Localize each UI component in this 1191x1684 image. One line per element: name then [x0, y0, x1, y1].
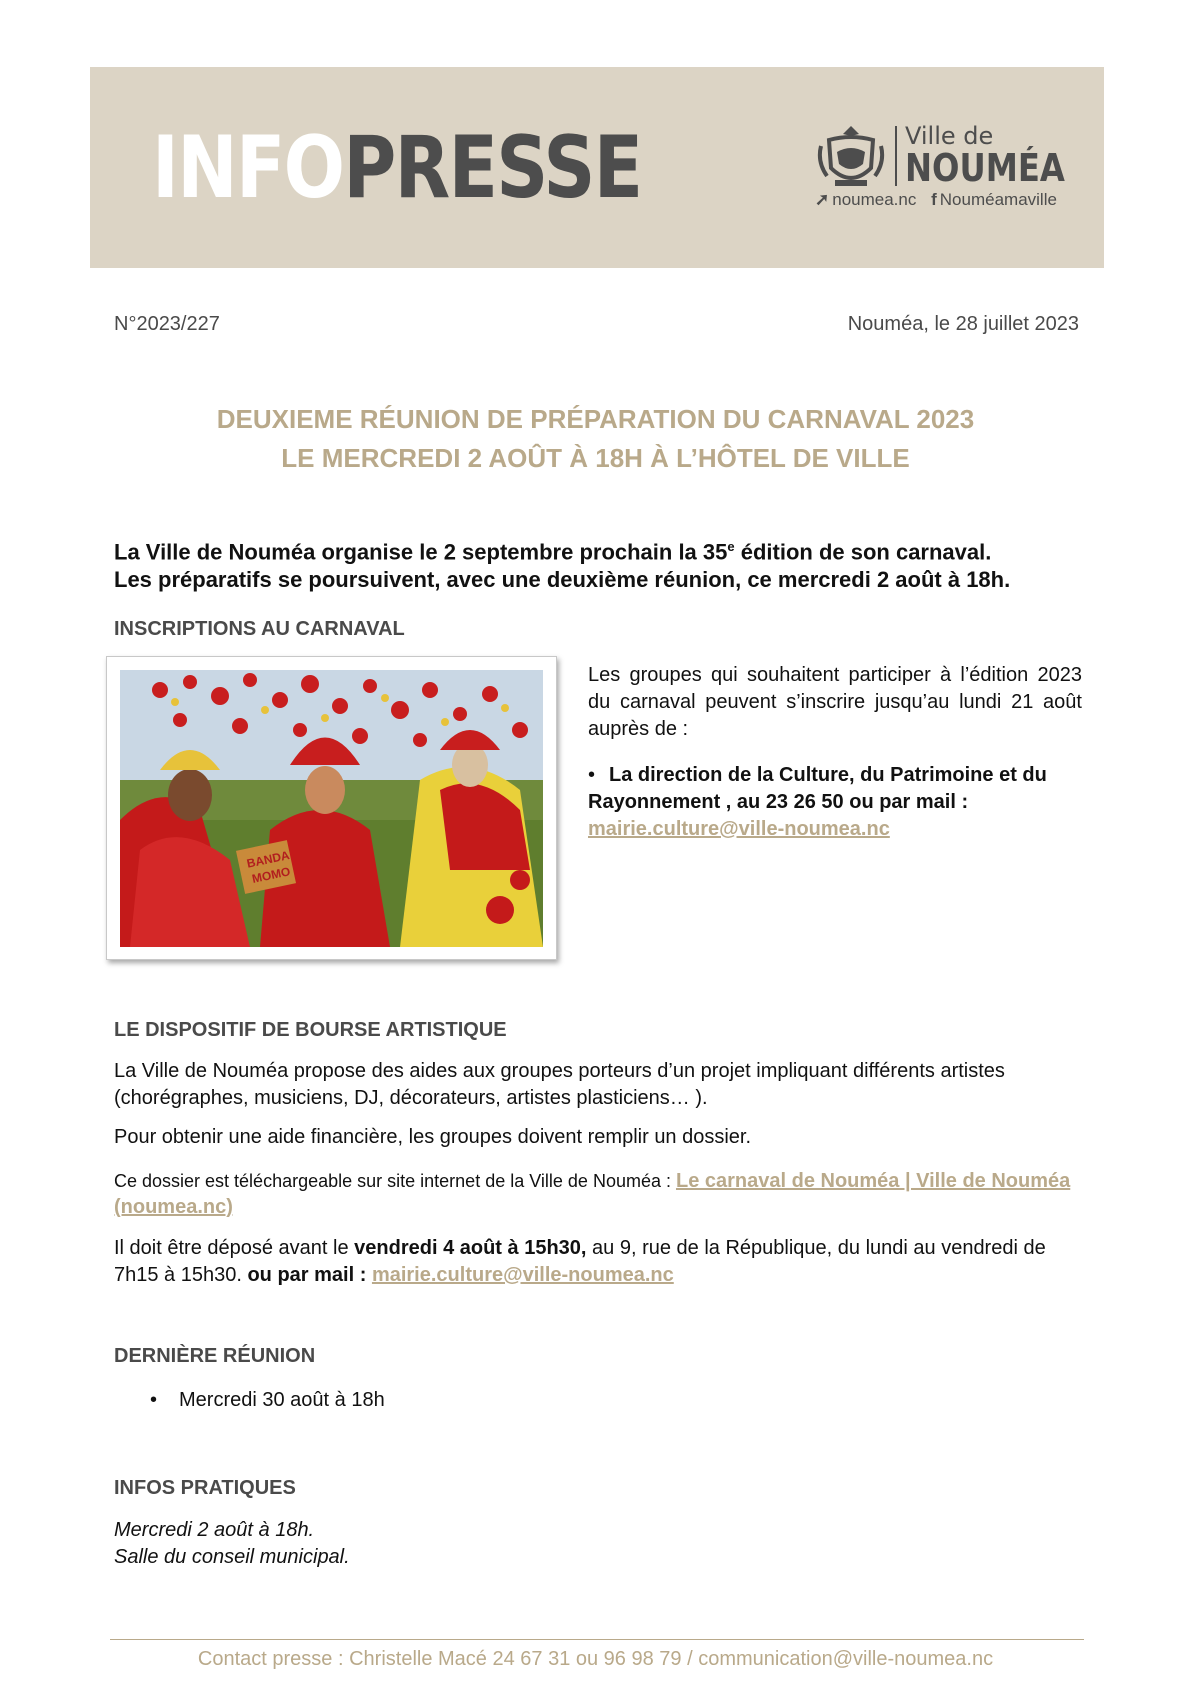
bourse-paragraph-2: Pour obtenir une aide financière, les groupes doivent remplir un dossier.	[114, 1126, 752, 1148]
bourse-p4-a: Il doit être déposé avant le	[114, 1237, 355, 1259]
bullet-dot-icon: •	[588, 764, 596, 786]
bourse-paragraph-4	[114, 1235, 1089, 1289]
logo-ville-de: Ville de	[905, 122, 994, 150]
derniere-item-text: Mercredi 30 août à 18h	[179, 1389, 385, 1411]
carnival-illustration	[120, 670, 543, 947]
press-release-number: N°2023/227	[114, 313, 220, 335]
bourse-email-link[interactable]: mairie.culture@ville-noumea.nc	[371, 1264, 674, 1286]
lead-line-1-text: La Ville de Nouméa organise le 2 septembre prochain la 35	[114, 539, 728, 565]
brand-presse: PRESSE	[343, 118, 642, 218]
title-line-2: LE MERCREDI 2 AOÛT À 18H À L’HÔTEL DE VILLE	[281, 443, 910, 473]
bourse-deadline: vendredi 4 août à 15h30,	[354, 1237, 587, 1259]
city-crest-icon	[815, 122, 887, 194]
sign-line-1: BANDA	[245, 848, 291, 871]
lead-line-2: Les préparatifs se poursuivent, avec une deuxième réunion, ce mercredi 2 août à 18h.	[114, 567, 1011, 593]
carnival-photo	[120, 670, 543, 947]
inscriptions-email-link[interactable]: mairie.culture@ville-noumea.nc	[588, 818, 890, 840]
footer-contact: Contact presse : Christelle Macé 24 67 31 ou 96 98 79 / communication@ville-noumea.nc	[197, 1648, 994, 1670]
lead-superscript: e	[727, 539, 735, 554]
ville-de-noumea-logo	[815, 122, 1065, 212]
infos-line-1: Mercredi 2 août à 18h.	[114, 1519, 315, 1541]
bourse-paragraph-1: La Ville de Nouméa propose des aides aux groupes porteurs d’un projet impliquant différents artistes (chorégraphes, musiciens, DJ, décorateurs, artistes plasticiens… ).	[114, 1060, 1005, 1109]
logo-site[interactable]: noumea.nc	[832, 190, 917, 209]
brand-info: INFO	[152, 118, 344, 218]
heading-inscriptions: INSCRIPTIONS AU CARNAVAL	[114, 618, 405, 640]
facebook-icon: f	[931, 190, 937, 209]
logo-divider	[895, 126, 897, 186]
header-band	[90, 67, 1104, 268]
inscriptions-bullet-text: La direction de la Culture, du Patrimoine et du Rayonnement , au 23 26 50 ou par mail :	[588, 764, 1047, 813]
arrow-icon: ➚	[815, 190, 830, 209]
bullet-dot-icon: •	[150, 1389, 158, 1411]
heading-derniere-reunion: DERNIÈRE RÉUNION	[114, 1345, 316, 1367]
bourse-paragraph-3	[114, 1168, 1089, 1220]
inscriptions-intro: Les groupes qui souhaitent participer à l’édition 2023 du carnaval peuvent s’inscrire jusqu’au lundi 21 août auprès de :	[588, 664, 1082, 740]
info-presse-wordmark	[152, 118, 642, 218]
heading-infos-pratiques: INFOS PRATIQUES	[114, 1477, 296, 1499]
lead-line-1-end: édition de son carnaval.	[734, 539, 992, 565]
sign-line-2: MOMO	[250, 864, 292, 886]
heading-bourse: LE DISPOSITIF DE BOURSE ARTISTIQUE	[114, 1019, 507, 1041]
footer-divider	[110, 1639, 1084, 1640]
page-title	[0, 400, 1191, 478]
inscriptions-bullet	[588, 762, 1082, 843]
lead-line-1	[114, 533, 1094, 566]
bourse-p4-b: au 9, rue de la République, du lundi au vendredi de 7h15 à 15h30.	[114, 1237, 1046, 1286]
carnaval-page-link[interactable]: Le carnaval de Nouméa | Ville de Nouméa (noumea.nc)	[114, 1170, 1071, 1218]
logo-city-name: NOUMÉA	[905, 146, 1065, 190]
press-release-date: Nouméa, le 28 juillet 2023	[847, 313, 1079, 335]
bourse-p4-mail-label: ou par mail :	[247, 1264, 372, 1286]
bourse-p3-text: Ce dossier est téléchargeable sur site internet de la Ville de Nouméa :	[114, 1171, 676, 1191]
logo-links	[815, 190, 1057, 210]
title-line-1: DEUXIEME RÉUNION DE PRÉPARATION DU CARNAVAL 2023	[216, 404, 975, 434]
infos-line-2: Salle du conseil municipal.	[114, 1546, 350, 1568]
infos-details	[114, 1517, 350, 1571]
logo-facebook[interactable]: Nouméamaville	[939, 190, 1057, 209]
carnival-photo-frame	[106, 656, 557, 960]
lead-paragraph	[114, 533, 1094, 594]
derniere-item	[150, 1387, 385, 1414]
